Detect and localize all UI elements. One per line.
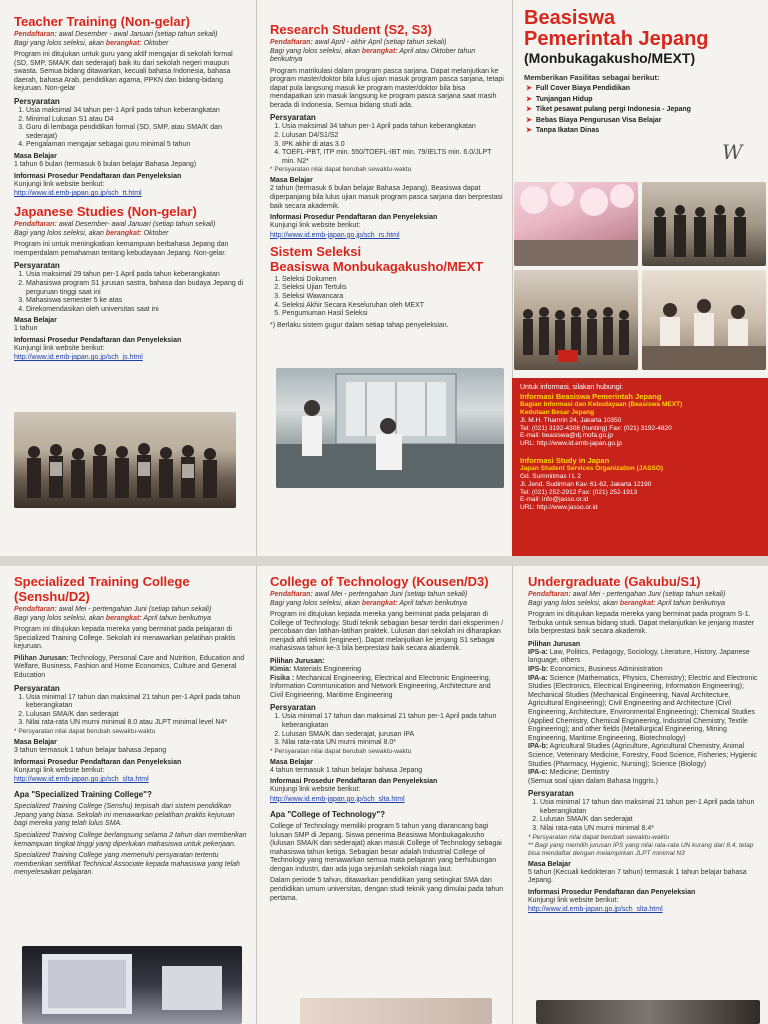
design-studio-image [22, 946, 242, 1024]
kousen-kimia: Kimia: Materials Engineering [270, 665, 362, 673]
students-group-photo [14, 412, 236, 508]
panel-gakubu [524, 574, 766, 1004]
contact-panel [512, 378, 768, 556]
list-item: 1. Usia minimal 17 tahun dan maksimal 21 tahun per-1 April pada tahun keberangkatan [540, 799, 762, 816]
teacher-masa-label: Masa Belajar [14, 152, 57, 160]
senshu-info-label: Informasi Prosedur Pendaftaran dan Penyeleksian [14, 758, 182, 766]
list-item: 3. Guru di lembaga pendidikan formal (SD, SMP, atau SMA/K dan sederajat) [26, 124, 248, 141]
list-item: 1. Usia maksimal 34 tahun per-1 April pada tahun keberangkatan [26, 107, 248, 116]
list-item: 5. Pengumuman Hasil Seleksi [282, 310, 504, 319]
kousen-description: Program ini ditujukan kepada mereka yang berminat pada pelajaran di College of Technology. Studi teknik sebagian besar terdiri dari eksperimen / percobaan dan latihan-latihan praktek. Lulusan dari sekolah ini diharapkan menjadi ahli teknik (engineer). Dapat melanjutkan ke jenjang S1 sebagai mahasiswa tahun ke-3 bila berprestasi baik secara akademik. [270, 611, 504, 653]
gakubu-description: Program ini ditujukan kepada mereka yang berminat pada program S-1. Terbuka untuk semua bidang studi. Dapat melanjutkan ke jenjang master bila berprestasi baik secara akademik. [528, 611, 755, 636]
gakubu-persyaratan-label: Persyaratan [528, 789, 574, 799]
sistem-note: *) Berlaku sistem gugur dalam setiap tahap penyeleksian. [270, 321, 449, 329]
teacher-pendaftaran: Pendaftaran: awal Desember - awal Januari (setiap tahun sekali) [14, 31, 218, 38]
teacher-training-title: Teacher Training (Non-gelar) [14, 14, 191, 29]
senshu-jurusan: Pilihan Jurusan: Technology, Personal Care and Nutrition, Education and Welfare, Business, Fashion and Home Economics, Culture and General Education [14, 654, 245, 679]
cherry-blossom-photo [514, 182, 638, 266]
senshu-masa: 3 tahun termasuk 1 tahun belajar bahasa Jepang [14, 746, 167, 754]
senshu-link[interactable]: http://www.id.emb-japan.go.jp/sch_slta.html [14, 776, 149, 784]
list-item: 3. Nilai rata-rata UN murni minimal 8.0* [282, 739, 504, 748]
japanese-info-label: Informasi Prosedur Pendaftaran dan Penyeleksian [14, 336, 182, 344]
kousen-masa-label: Masa Belajar [270, 758, 313, 766]
cherry-blossom-image [514, 182, 638, 266]
contact-address-1: Jl. M.H. Thamrin 24, Jakarta 10350 [520, 416, 622, 424]
classroom-photo [642, 270, 766, 370]
research-persyaratan-list [270, 123, 504, 166]
students-hall-image [514, 270, 638, 370]
research-info-label: Informasi Prosedur Pendaftaran dan Penyeleksian [270, 214, 438, 222]
japanese-pendaftaran: Pendaftaran: awal Desember- awal Januari (setiap tahun sekali) [14, 221, 216, 229]
contact-intro: Untuk informasi, silakan hubungi: [520, 384, 624, 391]
list-item: 4. Pengalaman mengajar sebagai guru minimal 5 tahun [26, 141, 248, 150]
contact-org-1b: Kedutaan Besar Jepang [520, 408, 595, 416]
kousen-apa-1: College of Technology memiliki program 5 tahun yang diarancang bagi lulusan SMP di Jepang. Siswa penerima Beasiswa Monbukagakusho (lulusan SMA/K dan sederajat) akan masuk College of Technology sebagai mahasiswa tahun ketiga. Sebagian besar adalah Industrial College of Technology yang menawarkan semua mata pelajaran yang berhubungan dengan industri, dan ada juga sejumlah sekolah niaga laut. [270, 822, 502, 873]
kousen-persyaratan-label: Persyaratan [270, 703, 316, 713]
japanese-masa-label: Masa Belajar [14, 317, 57, 325]
list-item: 2. Seleksi Ujian Tertulis [282, 284, 504, 293]
college-photo [300, 998, 492, 1024]
gakubu-ipa-a: IPA-a: Science (Mathematics, Physics, Chemistry); Electric and Electronic Studies (Electronics, Electrical Engineering, Information Engineering); Mechanical Studies (Mechanical Engineering, Naval Architecture, Agricultural Engineering); Civil Engineering and Architecture (Civil Engineering, Architecture, Environmental Engineering); Chemical Studies (Applied Chemistry, Chemical Engineering, Industrial Chemistry, Textile Engineering); and other fields (Metallurgical Engineering, Mining Engineering, Maritime Engineering, Biotechnology) [528, 674, 758, 742]
list-item: 2. Mahasiswa program S1 jurusan sastra, bahasa dan budaya Jepang di perguruan tinggi saat ini [26, 280, 248, 297]
sistem-seleksi-title: Sistem Seleksi Beasiswa Monbukagakusho/MEXT [270, 243, 484, 274]
sistem-seleksi-steps [270, 276, 504, 319]
handwritten-mark: W [722, 140, 743, 164]
gakubu-persyaratan-list [528, 799, 762, 833]
kousen-kunjungi: Kunjungi link website berikut: [270, 786, 361, 794]
list-item: 3. Nilai rata-rata UN murni minimal 8.0 atau JLPT minimal level N4* [26, 719, 248, 728]
senshu-apa-title: Apa "Specialized Training College"? [14, 790, 152, 800]
teacher-persyaratan-label: Persyaratan [14, 96, 60, 106]
arrow-icon: ➤ [526, 106, 532, 113]
benefit-heading: Memberikan Fasilitas sebagai berikut: [524, 73, 660, 82]
japanese-persyaratan-label: Persyaratan [14, 261, 60, 271]
kousen-masa: 4 tahun termasuk 1 tahun belajar bahasa Jepang [270, 766, 423, 774]
list-item: 2. Lulusan SMA/K dan sederajat [26, 711, 248, 720]
japanese-studies-title: Japanese Studies (Non-gelar) [14, 204, 197, 220]
list-item: 4. Direkomendasikan oleh universitas saat ini [26, 306, 248, 315]
lecture-hall-photo [536, 1000, 760, 1024]
list-item: ➤ Tunjangan Hidup [526, 95, 593, 103]
laboratory-image [276, 368, 504, 488]
cover-title-line1: Beasiswa [524, 8, 616, 29]
senshu-persyaratan-list [14, 694, 248, 728]
kousen-pendaftaran: Pendaftaran: awal Mei - pertengahan Juni (setiap tahun sekali) [270, 591, 468, 598]
contact-address-2b: Jl. Jend. Sudirman Kav. 61-62, Jakarta 12190 [520, 480, 652, 488]
senshu-apa-1: Specialized Training College (Senshu) terpisah dari sistem pendidikan Jepang yang biasa. Sekolah ini menawarkan pelatihan praktis kejuruan bagi mereka yang telah lulus SMA. [14, 803, 235, 828]
research-masa-label: Masa Belajar [270, 177, 313, 185]
research-note: * Persyaratan nilai dapat berubah sewaktu-waktu [270, 166, 412, 174]
list-item: ➤ Full Cover Biaya Pendidikan [526, 85, 631, 92]
gakubu-jurusan-label: Pilihan Jurusan [528, 640, 581, 648]
gakubu-masa: 5 tahun (Kecuali kedokteran 7 tahun) termasuk 1 tahun belajar bahasa Jepang. [528, 868, 747, 885]
panel-kousen [264, 574, 510, 1004]
teacher-kunjungi: Kunjungi link website berikut: [14, 180, 105, 188]
research-pendaftaran: Pendaftaran: awal April - akhir April (setiap tahun sekali) [270, 39, 447, 46]
list-item: 1. Usia minimal 17 tahun dan maksimal 21 tahun per-1 April pada tahun keberangkatan [26, 694, 248, 711]
list-item: 1. Usia maksimal 34 tahun per-1 April pada tahun keberangkatan [282, 123, 504, 132]
list-item: 3. Nilai rata-rata UN murni minimal 8.4* [540, 825, 762, 834]
teacher-berangkat: Bagi yang lolos seleksi, akan berangkat: Oktober [14, 39, 169, 47]
list-item: 3. Seleksi Wawancara [282, 293, 504, 302]
contact-heading-1: Informasi Beasiswa Pemerintah Jepang [520, 391, 662, 401]
gakubu-ipa-b: IPA-b: Agricultural Studies (Agriculture, Agricultural Chemistry, Animal Science, Veterinary Medicine, Forestry, Food Science, Fisheries; Hygienic Studies (Pharmacy, Hygienic, Nursing); Science (Biology) [528, 743, 758, 768]
contact-tel-2: Tel: (021) 252-2912 Fax: (021) 252-1913 [520, 488, 638, 496]
teacher-info-label: Informasi Prosedur Pendaftaran dan Penyeleksian [14, 172, 182, 180]
fold-line [256, 566, 257, 1024]
senshu-persyaratan-label: Persyaratan [14, 683, 60, 693]
gakubu-ipa-c: IPA-c: Medicine; Dentistry [528, 769, 610, 777]
kousen-title: College of Technology (Kousen/D3) [270, 574, 489, 589]
arrow-icon: ➤ [526, 95, 532, 103]
list-item: 4. Seleksi Akhir Secara Keseluruhan oleh MEXT [282, 302, 504, 311]
arrow-icon: ➤ [526, 85, 532, 92]
japanese-kunjungi: Kunjungi link website berikut: [14, 344, 105, 352]
list-item: 2. Lulusan SMA/K dan sederajat [540, 816, 762, 825]
kousen-apa-2: Dalam periode 5 tahun, ditawarkan pendidikan yang setingkat SMA dan pendidikan umum universitas, dengan studi teknik yang dimulai pada tahun pertama. [270, 877, 504, 902]
list-item: 1. Usia minimal 17 tahun dan maksimal 21 tahun per-1 April pada tahun keberangkatan [282, 713, 504, 730]
gakubu-pendaftaran: Pendaftaran: awal Mei - pertengahan Juni (setiap tahun sekali) [528, 591, 726, 598]
japanese-link[interactable]: http://www.id.emb-japan.go.jp/sch_js.html [14, 354, 143, 362]
japanese-berangkat: Bagi yang lolos seleksi, akan berangkat: Oktober [14, 229, 169, 237]
contact-heading-2: Informasi Study in Japan [520, 455, 610, 465]
senshu-kunjungi: Kunjungi link website berikut: [14, 766, 105, 774]
research-link[interactable]: http://www.id.emb-japan.go.jp/sch_rs.html [270, 231, 400, 239]
senshu-title: Specialized Training College (Senshu/D2) [14, 574, 190, 604]
arrow-icon: ➤ [526, 116, 532, 124]
contact-org-2: Japan Student Services Organization (JASSO) [520, 464, 664, 472]
contact-email-2[interactable]: E-mail: info@jasso.or.id [520, 496, 589, 504]
contact-url-2[interactable]: URL: http://www.jasso.or.id [520, 504, 598, 512]
design-studio-photo [22, 946, 242, 1024]
laboratory-photo [276, 368, 504, 488]
contact-email-1[interactable]: E-mail: beasiswa@dj.mofa.go.jp [520, 432, 613, 440]
benefit-list [526, 84, 764, 137]
gakubu-info-label: Informasi Prosedur Pendaftaran dan Penyeleksian [528, 888, 696, 896]
list-item: 2. Minimal Lulusan S1 atau D4 [26, 116, 248, 125]
kousen-apa-title: Apa "College of Technology"? [270, 809, 385, 819]
japanese-persyaratan-list [14, 271, 248, 314]
list-item: 3. Mahasiswa semester 5 ke atas [26, 297, 248, 306]
list-item: 2. Lulusan SMA/K dan sederajat, jurusan IPA [282, 731, 504, 740]
contact-org-1: Bagian Informasi dan Kebudayaan (Beasiswa MEXT) [520, 400, 683, 408]
students-hall-photo [514, 270, 638, 370]
list-item: 4. TOEFL-PBT, ITP min. 550/TOEFL-IBT min. 79/IELTS min. 6.0/JLPT min. N2* [282, 149, 504, 166]
research-description: Program matrikulasi dalam program pasca sarjana. Dapat melanjutkan ke program master/doktor bila lulus ujian masuk program pasca sarjana, tetapi dapat pula langsung masuk ke program master/doktor bila bisa mendapatkan izin masuk langsung ke program pasca sarjana saat masih berada di Indonesia. Semua bidang studi ada. [270, 67, 504, 109]
gakubu-kunjungi: Kunjungi link website berikut: [528, 896, 619, 904]
list-item: ➤ Tanpa Ikatan Dinas [526, 127, 600, 134]
kousen-persyaratan-list [270, 713, 504, 747]
kousen-jurusan-label: Pilihan Jurusan: [270, 657, 325, 665]
research-berangkat: Bagi yang lolos seleksi, akan berangkat: April atau Oktober tahun berikutnya [270, 47, 476, 63]
list-item: ➤ Bebas Biaya Pengurusan Visa Belajar [526, 116, 662, 124]
list-item: 2. Lulusan D4/S1/S2 [282, 132, 504, 141]
panel-research-sistem [264, 22, 510, 362]
teacher-description: Program ini ditujukan untuk guru yang aktif mengajar di sekolah formal (SD, SMP, SMA/K dan sederajat) baik itu dari sekolah negeri maupun swasta. Semua bidang ditawarkan, kecuali bahasa Indonesia, bahasa daerah, bahasa Arab, pendidikan agama, PPKN dan bidang-bidang kejuruan. Non-gelar [14, 51, 233, 93]
students-group-image [14, 412, 236, 508]
panel-senshu [8, 574, 254, 944]
teacher-link[interactable]: http://www.id.emb-japan.go.jp/sch_tt.html [14, 190, 142, 198]
research-masa: 2 tahun (termasuk 6 bulan belajar Bahasa Jepang). Beasiswa dapat diperpanjang bila lulus ujian masuk program pasca sarjana dan berprestasi baik secara akademik. [270, 185, 503, 210]
gakubu-berangkat: Bagi yang lolos seleksi, akan berangkat: April tahun berikutnya [528, 599, 726, 607]
gakubu-note-2: ** Bagi yang memilih jurusan IPS yang nilai rata-rata UN kurang dari 8.4, tetap bisa mendaftar dengan melampirkan JLPT minimal N3 [528, 841, 754, 857]
senshu-pendaftaran: Pendaftaran: awal Mei - pertengahan Juni (setiap tahun sekali) [14, 606, 212, 613]
research-student-title: Research Student (S2, S3) [270, 22, 432, 37]
cover-subtitle: (Monbukagakusho/MEXT) [524, 50, 696, 66]
kousen-fisika: Fisika : Mechanical Engineering, Electrical and Electronic Engineering, Information Communication and Network Engineering, Architecture and Civil Engineering, Maritime Engineering [270, 674, 491, 699]
classroom-image [642, 270, 766, 370]
gakubu-ips-a: IPS-a: Law, Politics, Pedagogy, Sociology, Literature, History, Japanese language, others [528, 648, 750, 665]
gakubu-ujian-note: (Semua soal ujian dalam Bahasa Inggris.) [528, 777, 658, 785]
formal-group-photo [642, 182, 766, 266]
teacher-masa: 1 tahun 6 bulan (termasuk 6 bulan belajar Bahasa Jepang) [14, 160, 197, 168]
kousen-link[interactable]: http://www.id.emb-japan.go.jp/sch_slta.html [270, 795, 405, 803]
japanese-masa: 1 tahun [14, 325, 38, 333]
contact-tel-1: Tel: (021) 3192-4308 (hunting) Fax: (021) 3192-4820 [520, 424, 672, 432]
japanese-description: Program ini untuk meningkatkan kemampuan berbahasa Jepang dan memperdalam pemahaman tentang kebudayaan Jepang. Non-gelar. [14, 241, 229, 257]
kousen-note: * Persyaratan nilai dapat berubah sewaktu-waktu [270, 747, 412, 755]
senshu-note: * Persyaratan nilai dapat berubah sewaktu-waktu [14, 727, 156, 735]
arrow-icon: ➤ [526, 127, 532, 134]
contact-url-1[interactable]: URL: http://www.id.emb-japan.go.jp [520, 440, 622, 448]
research-persyaratan-label: Persyaratan [270, 113, 316, 123]
senshu-masa-label: Masa Belajar [14, 738, 57, 746]
senshu-apa-2: Specialized Training College berlangsung selama 2 tahun dan memberikan kemampuan tingkat tinggi yang diperlukan mahasiswa untuk pekerjaan. [14, 831, 247, 848]
brochure-inner-side [0, 566, 768, 1024]
senshu-berangkat: Bagi yang lolos seleksi, akan berangkat: April tahun berikutnya [14, 614, 212, 622]
contact-address-2a: Gd. Summitmas I L 2 [520, 472, 581, 480]
teacher-persyaratan-list [14, 107, 248, 150]
fold-line [512, 566, 513, 1024]
gakubu-ips-b: IPS-b: Economics, Business Administration [528, 665, 663, 673]
research-kunjungi: Kunjungi link website berikut: [270, 222, 361, 230]
gakubu-masa-label: Masa Belajar [528, 860, 571, 868]
gakubu-note-1: * Persyaratan nilai dapat berubah sewaktu-waktu [528, 833, 670, 841]
kousen-info-label: Informasi Prosedur Pendaftaran dan Penyeleksian [270, 778, 438, 786]
gakubu-link[interactable]: http://www.id.emb-japan.go.jp/sch_slta.html [528, 906, 663, 914]
formal-group-image [642, 182, 766, 266]
senshu-description: Program ini ditujukan kepada mereka yang berminat pada pelajaran di Specialized Training College. Sekolah ini menawarkan pelatihan praktis kejuruan. [14, 626, 236, 651]
senshu-apa-3: Specialized Training College yang memenuhi persyaratan tertentu memberikan sertifikat Technical Associate kepada mahasiswa yang telah menyelesaikan pelajaran. [14, 852, 240, 877]
kousen-berangkat: Bagi yang lolos seleksi, akan berangkat: April tahun berikutnya [270, 599, 468, 607]
list-item: ➤ Tiket pesawat pulang pergi Indonesia - Jepang [526, 106, 691, 113]
list-item: 3. IPK akhir di atas 3.0 [282, 141, 504, 150]
gakubu-title: Undergraduate (Gakubu/S1) [528, 574, 701, 589]
cover-title-line2: Pemerintah Jepang [524, 28, 709, 50]
list-item: 1. Usia maksimal 29 tahun per-1 April pada tahun keberangkatan [26, 271, 248, 280]
fold-line [256, 0, 257, 556]
list-item: 1. Seleksi Dokumen [282, 276, 504, 285]
